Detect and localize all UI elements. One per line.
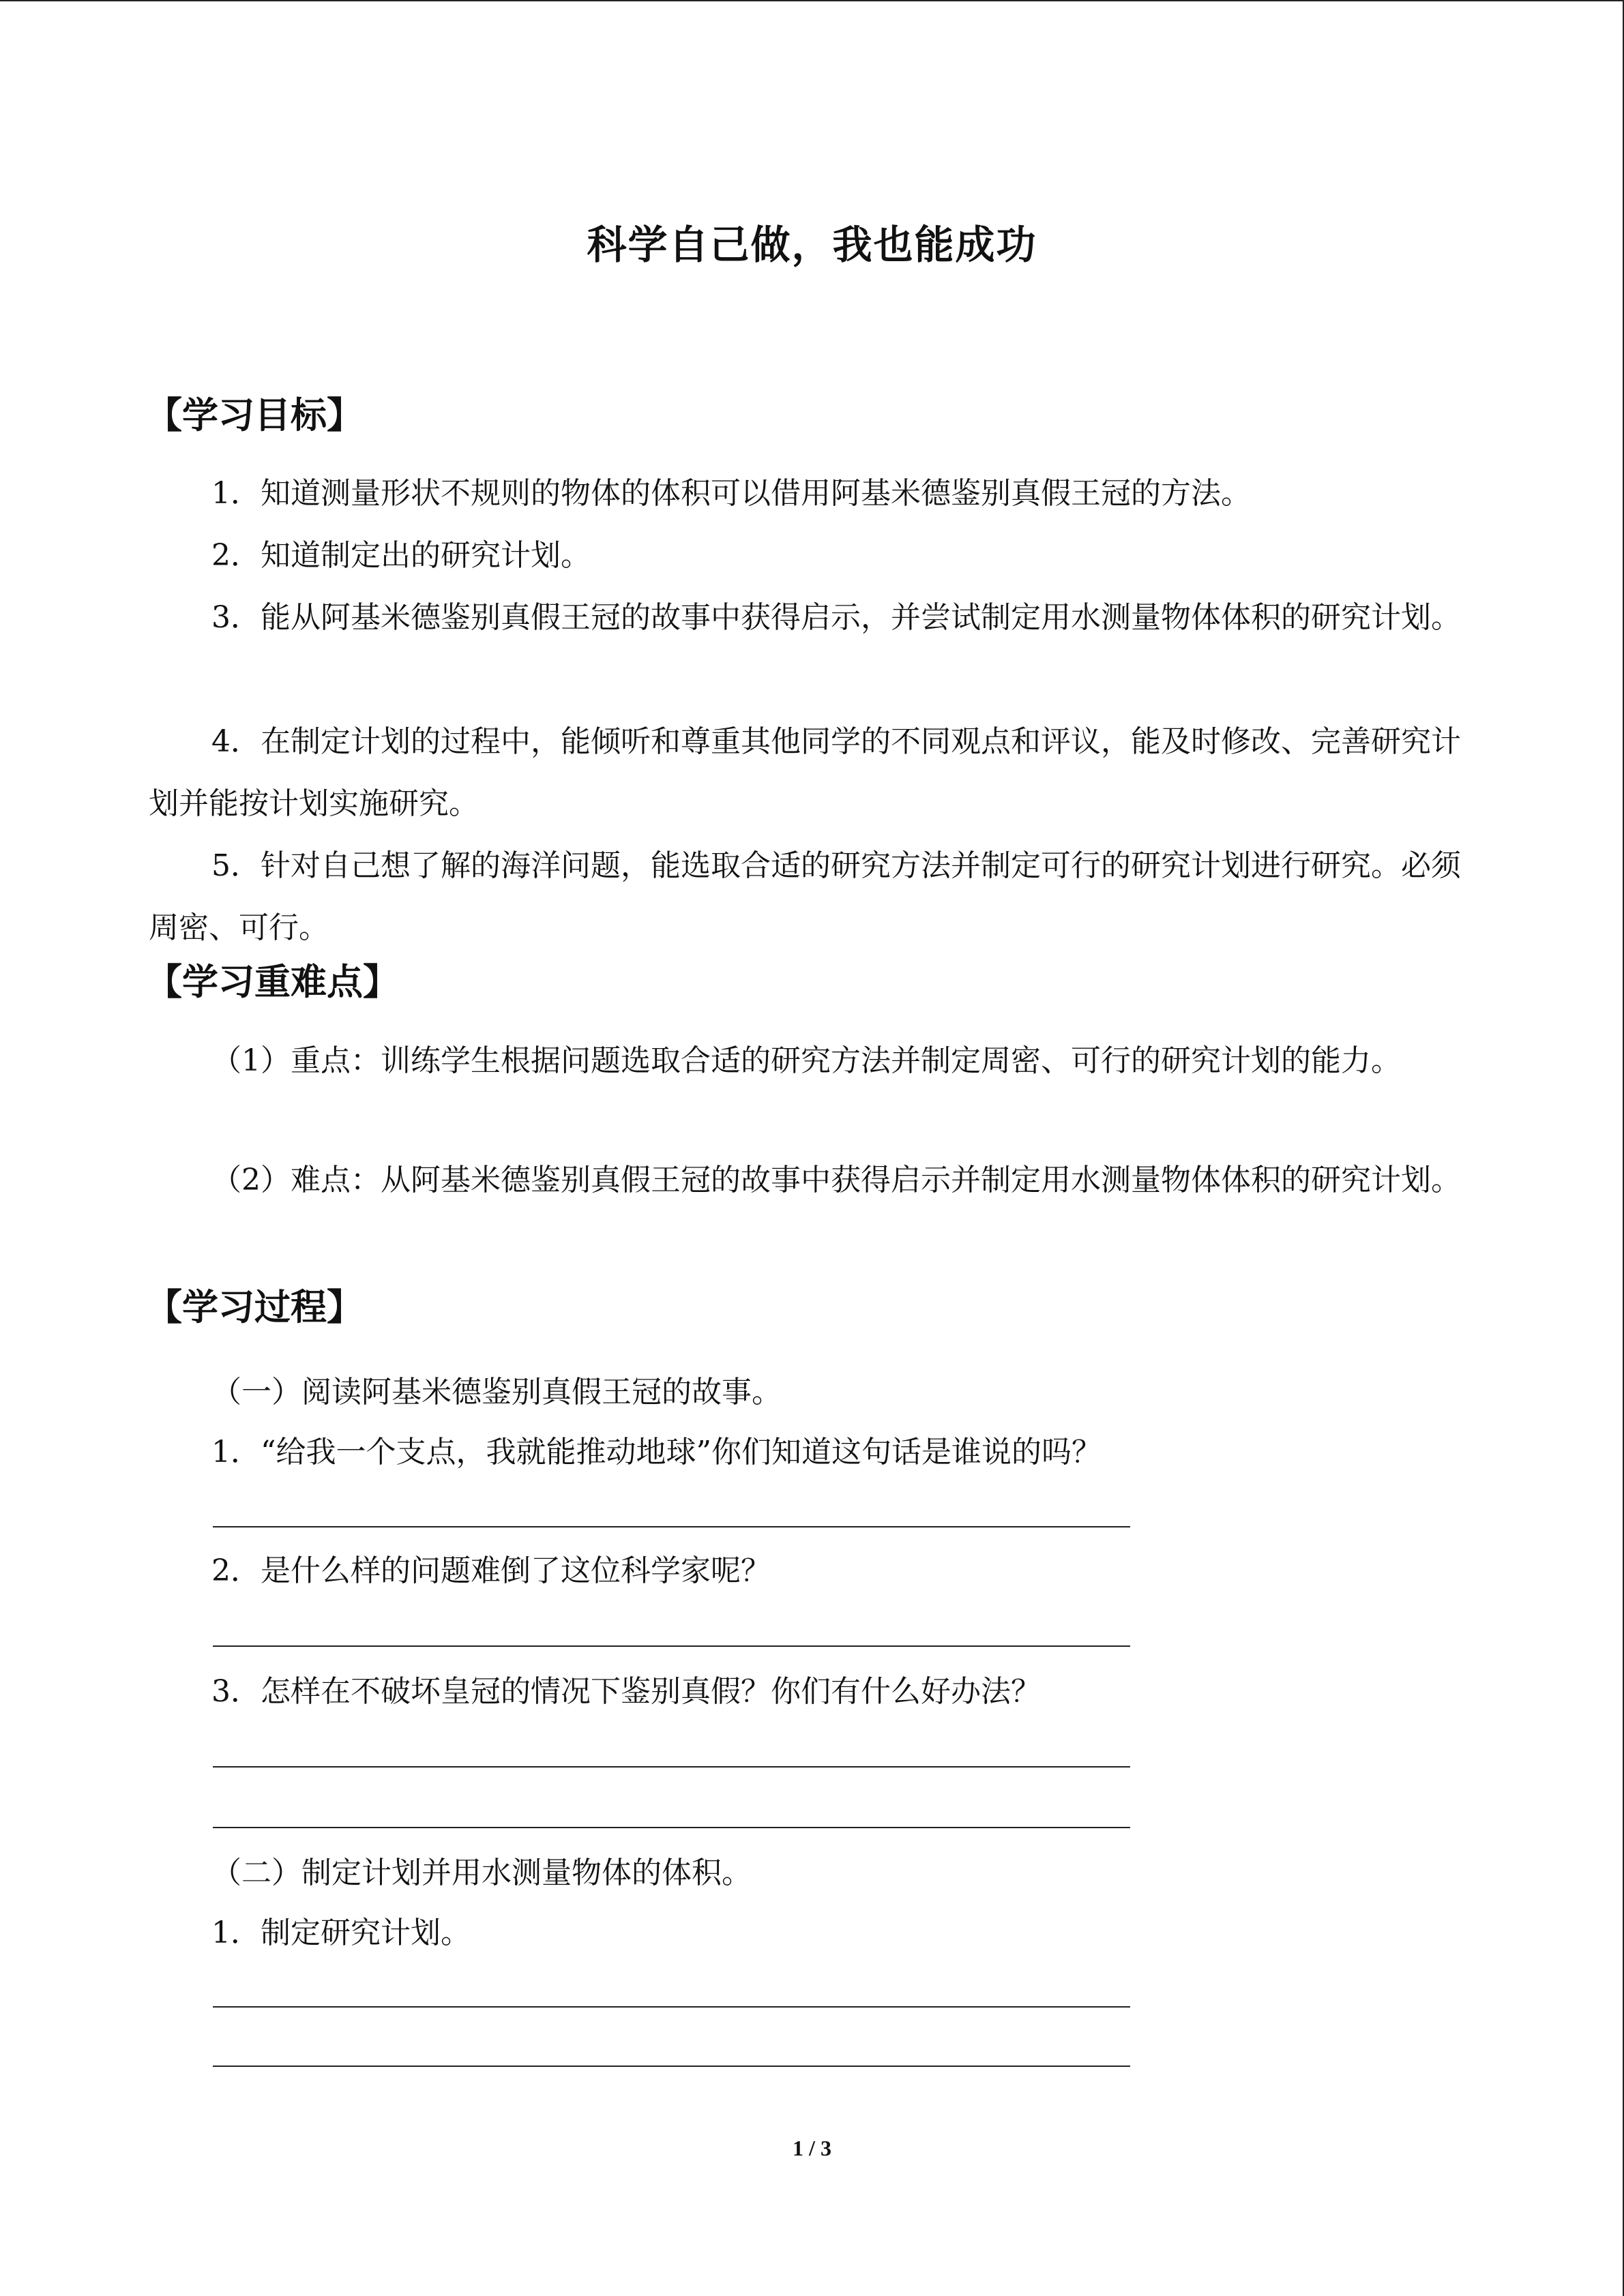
section-heading-key-points: 【学习重难点】 [146,961,399,1003]
goal-item-1: 1．知道测量形状不规则的物体的体积可以借用阿基米德鉴别真假王冠的方法。 [211,476,1251,511]
answer-line [213,1526,1130,1527]
answer-line [213,1766,1130,1768]
process-part1-question-2: 2．是什么样的问题难倒了这位科学家呢？ [211,1553,771,1588]
process-part1-question-3: 3．怎样在不破坏皇冠的情况下鉴别真假？你们有什么好办法？ [211,1674,1041,1709]
process-part1-question-1: 1．“给我一个支点，我就能推动地球”你们知道这句话是谁说的吗？ [211,1435,1102,1470]
key-point-item-1: （1）重点：训练学生根据问题选取合适的研究方法并制定周密、可行的研究计划的能力。 [211,1043,1401,1078]
goal-item-3: 3．能从阿基米德鉴别真假王冠的故事中获得启示，并尝试制定用水测量物体体积的研究计划。 [211,600,1461,635]
goal-item-4: 4．在制定计划的过程中，能倾听和尊重其他同学的不同观点和评议，能及时修改、完善研究计划并能按计划实施研究。 [149,724,1461,821]
page-number: 1 / 3 [793,2136,831,2160]
process-part1-title: （一）阅读阿基米德鉴别真假王冠的故事。 [211,1375,782,1410]
process-part2-question-1: 1．制定研究计划。 [211,1915,471,1950]
goal-item-5: 5．针对自己想了解的海洋问题，能选取合适的研究方法并制定可行的研究计划进行研究。必须周密、可行。 [149,848,1461,945]
answer-line [213,2006,1130,2008]
top-border [0,0,1624,1]
key-point-item-2: （2）难点：从阿基米德鉴别真假王冠的故事中获得启示并制定用水测量物体体积的研究计划。 [211,1163,1461,1197]
answer-line [213,1827,1130,1828]
section-heading-goals: 【学习目标】 [146,395,363,436]
answer-line [213,1645,1130,1647]
answer-line [213,2066,1130,2067]
goal-item-2: 2．知道制定出的研究计划。 [211,538,591,573]
process-part2-title: （二）制定计划并用水测量物体的体积。 [211,1855,752,1890]
section-heading-process: 【学习过程】 [146,1287,363,1328]
page-title: 科学自己做，我也能成功 [587,222,1037,268]
